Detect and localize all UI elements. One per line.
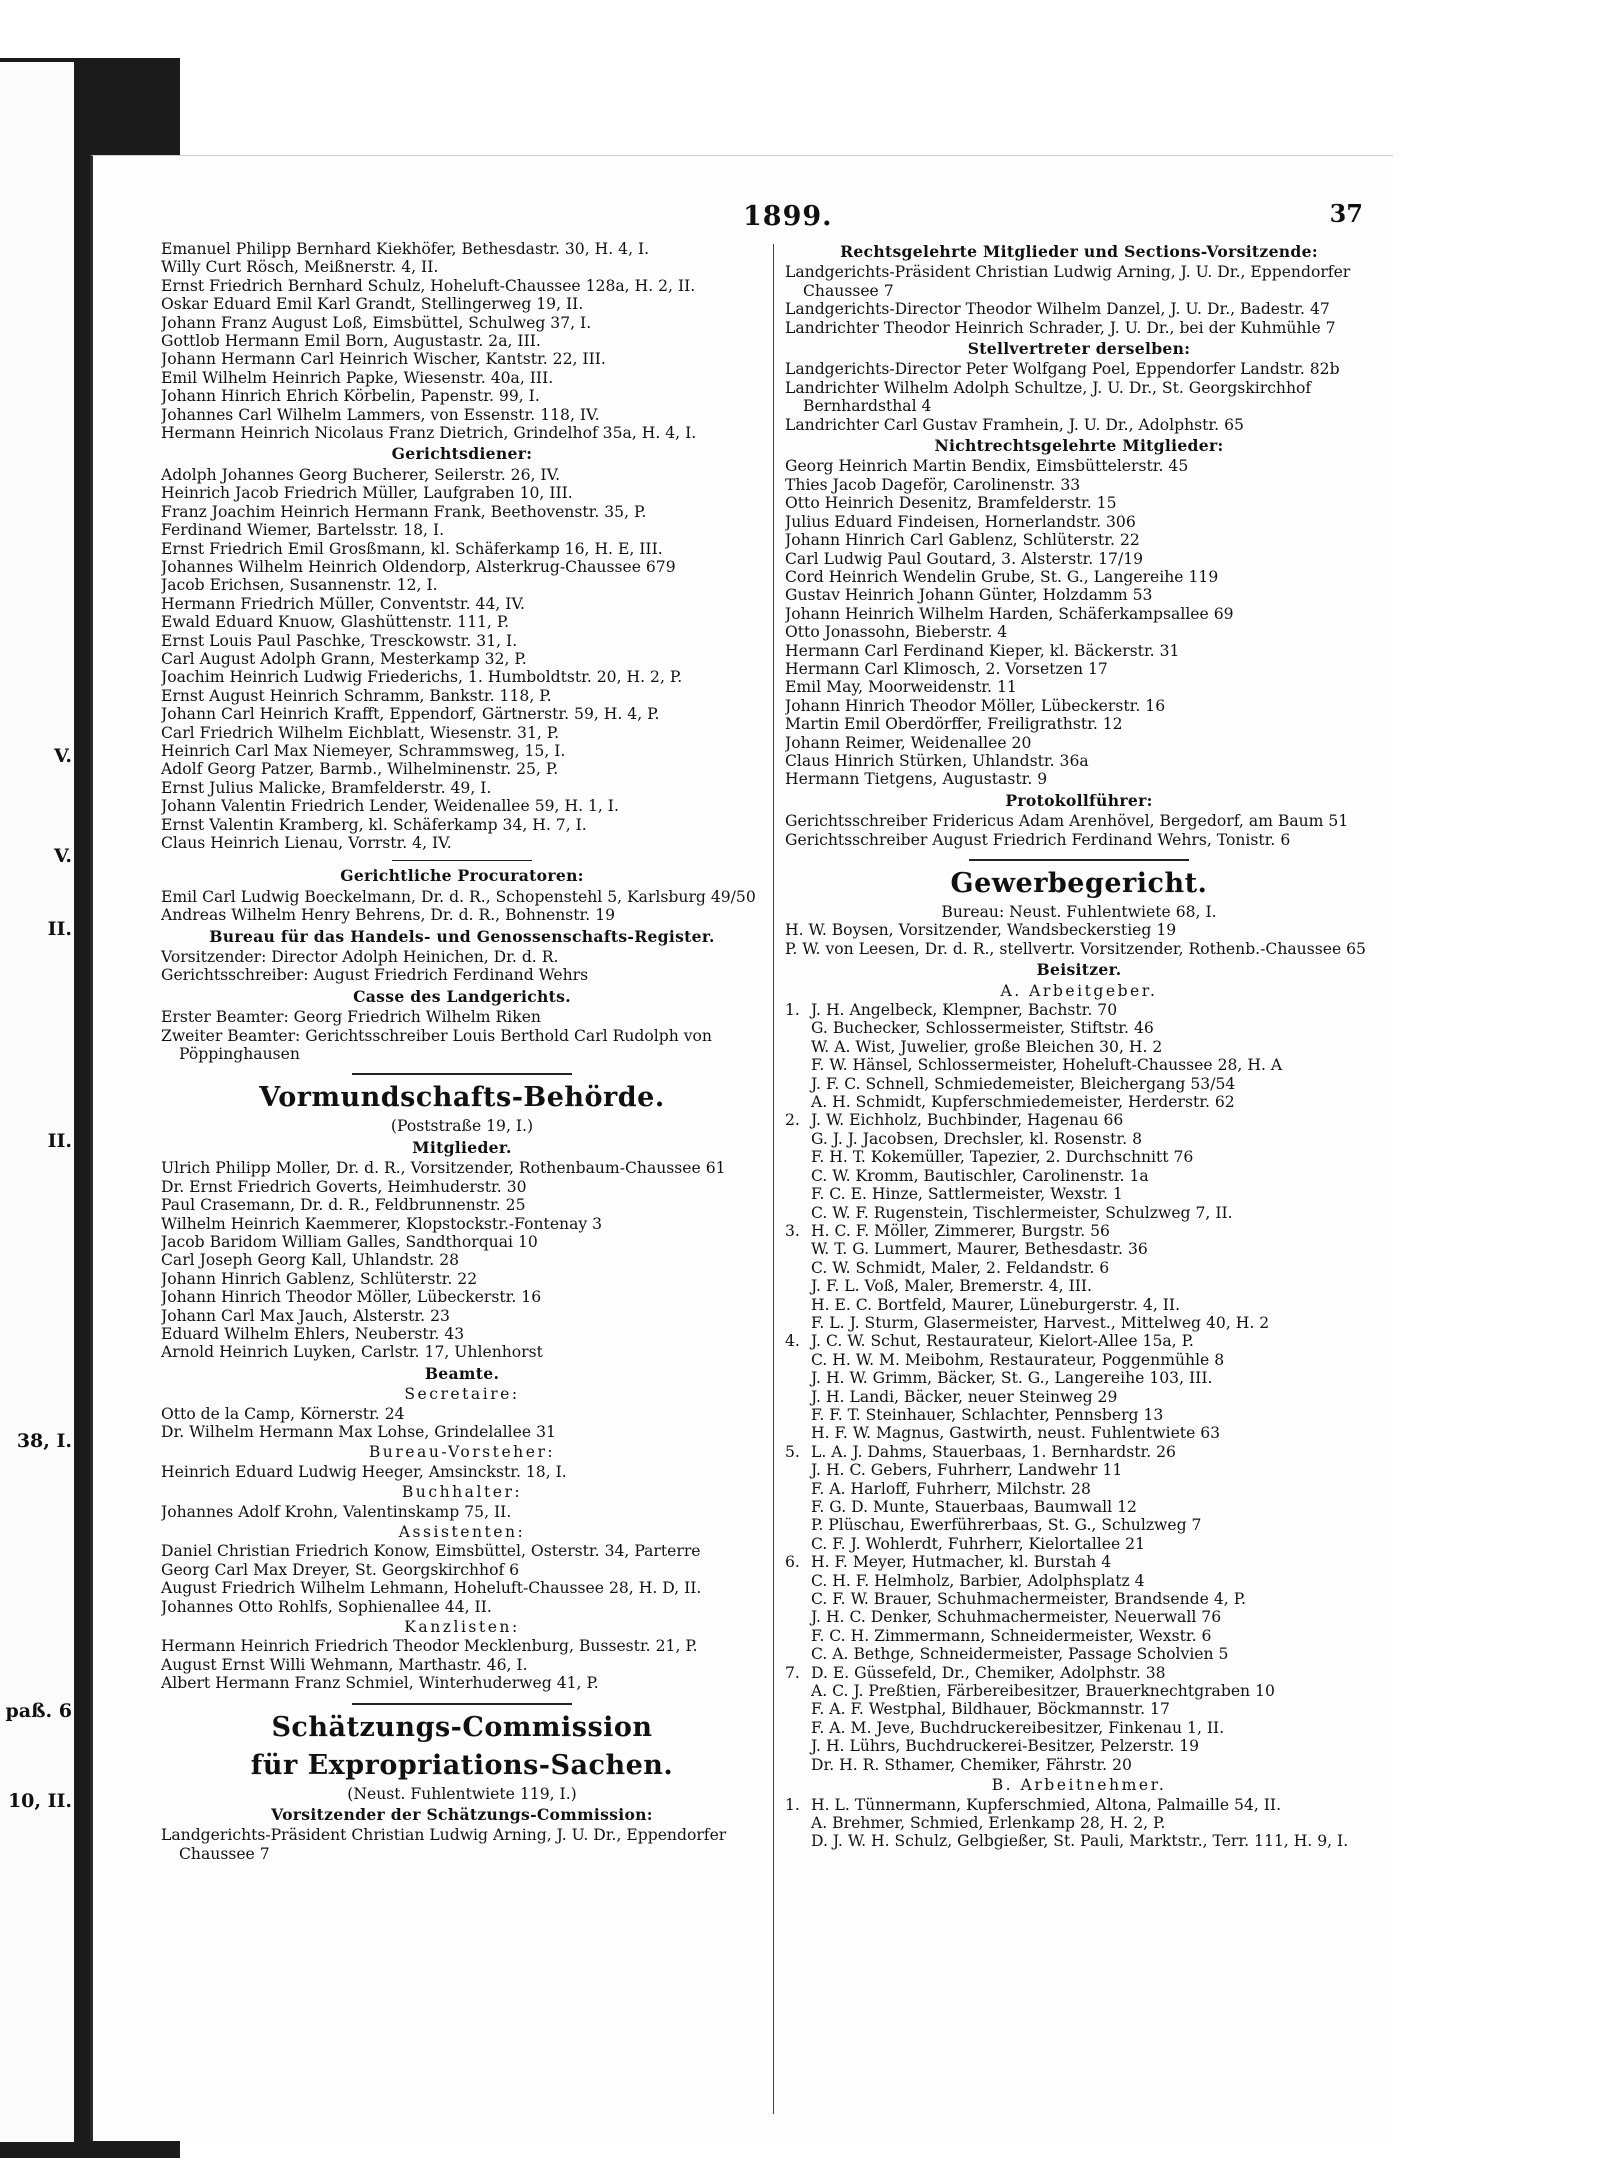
list-item: Jacob Baridom William Galles, Sandthorquai 10 <box>161 1232 538 1251</box>
list-item: Cord Heinrich Wendelin Grube, St. G., Langereihe 119 <box>785 567 1219 586</box>
list-item: Emil May, Moorweidenstr. 11 <box>785 678 1017 697</box>
entry-list <box>785 1796 1373 1851</box>
section-heading: Vormundschafts-Behörde. <box>259 1082 665 1114</box>
entry-text: H. E. C. Bortfeld, Maurer, Lüneburgerstr. 4, II. <box>811 1295 1181 1314</box>
entry-text: F. C. H. Zimmermann, Schneidermeister, Wexstr. 6 <box>811 1626 1212 1645</box>
section-title: Vorsitzender der Schätzungs-Commission: <box>271 1805 653 1825</box>
group-number: 3. <box>785 1221 800 1240</box>
list-item <box>785 1461 1373 1479</box>
list-item <box>785 1111 1373 1129</box>
list-item: Joachim Heinrich Ludwig Friederichs, 1. Humboldtstr. 20, H. 2, P. <box>161 668 683 687</box>
entry-text: Dr. H. R. Sthamer, Chemiker, Fährstr. 20 <box>811 1755 1132 1774</box>
list-item: Erster Beamter: Georg Friedrich Wilhelm Riken <box>161 1008 541 1027</box>
list-item <box>785 1756 1373 1774</box>
list-item: Emil Wilhelm Heinrich Papke, Wiesenstr. 40a, III. <box>161 368 554 387</box>
entry-list <box>161 466 763 853</box>
section-title: Rechtsgelehrte Mitglieder und Sections-Vorsitzende: <box>840 242 1318 261</box>
entry-list <box>785 263 1373 337</box>
rule <box>969 859 1189 861</box>
list-item: Johann Reimer, Weidenallee 20 <box>785 733 1032 752</box>
entry-text: G. J. J. Jacobsen, Drechsler, kl. Rosenstr. 8 <box>811 1129 1142 1148</box>
list-item <box>785 1167 1373 1185</box>
list-item <box>785 1093 1373 1111</box>
list-item: Dr. Ernst Friedrich Goverts, Heimhuderstr. 30 <box>161 1177 527 1196</box>
entry-list <box>161 1637 763 1692</box>
section-title: Gerichtliche Procuratoren: <box>340 866 584 886</box>
list-item <box>785 1406 1373 1424</box>
list-item <box>785 1424 1373 1442</box>
list-item: Landrichter Carl Gustav Framhein, J. U. Dr., Adolphstr. 65 <box>785 415 1244 434</box>
list-item <box>785 1553 1373 1571</box>
list-item: Martin Emil Oberdörffer, Freiligrathstr. 12 <box>785 715 1123 734</box>
entry-text: J. H. Angelbeck, Klempner, Bachstr. 70 <box>811 1001 1118 1020</box>
group-number: 5. <box>785 1442 800 1461</box>
list-item <box>785 1240 1373 1258</box>
list-item <box>785 1664 1373 1682</box>
section-title: Bureau für das Handels- und Genossenschafts-Register. <box>209 926 715 946</box>
entry-text: D. E. Güssefeld, Dr., Chemiker, Adolphstr. 38 <box>811 1663 1166 1682</box>
list-item <box>785 1700 1373 1718</box>
entry-text: G. Buchecker, Schlossermeister, Stiftstr. 46 <box>811 1019 1154 1038</box>
entry-text: F. G. D. Munte, Stauerbaas, Baumwall 12 <box>811 1498 1137 1516</box>
entry-list <box>161 1542 763 1616</box>
list-item: Thies Jacob Dageför, Carolinenstr. 33 <box>785 475 1081 494</box>
entry-list <box>785 457 1373 788</box>
list-item: Emil Carl Ludwig Boeckelmann, Dr. d. R., Schopenstehl 5, Karlsburg 49/50 <box>161 887 756 906</box>
entry-list <box>161 240 763 442</box>
list-item <box>785 1590 1373 1608</box>
entry-text: D. J. W. H. Schulz, Gelbgießer, St. Pauli, Marktstr., Terr. 111, H. 9, I. <box>811 1832 1349 1851</box>
rule <box>352 1073 572 1075</box>
list-item <box>785 1204 1373 1222</box>
list-item: Franz Joachim Heinrich Hermann Frank, Beethovenstr. 35, P. <box>161 502 647 521</box>
list-item: Hermann Carl Klimosch, 2. Vorsetzen 17 <box>785 659 1108 678</box>
section-title: Protokollführer: <box>1005 790 1153 810</box>
list-item <box>785 1535 1373 1553</box>
list-item: Arnold Heinrich Luyken, Carlstr. 17, Uhlenhorst <box>161 1343 543 1362</box>
list-item <box>785 1277 1373 1295</box>
list-item: Carl Friedrich Wilhelm Eichblatt, Wiesenstr. 31, P. <box>161 723 560 742</box>
list-item <box>785 1222 1373 1240</box>
margin-fragment: 10, II. <box>7 1790 72 1812</box>
entry-text: A. Brehmer, Schmied, Erlenkamp 28, H. 2, P. <box>811 1813 1166 1832</box>
list-item <box>785 1001 1373 1019</box>
entry-list <box>785 812 1373 849</box>
entry-text: P. Plüschau, Ewerführerbaas, St. G., Schulzweg 7 <box>811 1516 1202 1535</box>
list-item: Ernst Valentin Kramberg, kl. Schäferkamp 34, H. 7, I. <box>161 815 587 834</box>
list-item <box>785 1332 1373 1350</box>
entry-list <box>161 1503 763 1521</box>
list-item: Johannes Adolf Krohn, Valentinskamp 75, II. <box>161 1502 512 1521</box>
list-item <box>785 1259 1373 1277</box>
entry-text: A. C. J. Preßtien, Färbereibesitzer, Brauerknechtgraben 10 <box>811 1682 1275 1701</box>
entry-list <box>785 1001 1373 1774</box>
entry-list <box>785 921 1373 958</box>
group-number: 1. <box>785 1001 800 1020</box>
list-item: Landrichter Theodor Heinrich Schrader, J. U. Dr., bei der Kuhmühle 7 <box>785 318 1336 337</box>
list-item: Ewald Eduard Knuow, Glashüttenstr. 111, P. <box>161 613 510 632</box>
subsection-title: Buchhalter: <box>401 1483 523 1502</box>
section-heading: Schätzungs-Commission <box>271 1711 653 1743</box>
entry-text: C. F. J. Wohlerdt, Fuhrherr, Kielortallee 21 <box>811 1534 1146 1553</box>
list-item: Otto de la Camp, Körnerstr. 24 <box>161 1404 405 1423</box>
subsection-title: B. Arbeitnehmer. <box>991 1776 1167 1795</box>
list-item: Johannes Otto Rohlfs, Sophienallee 44, II. <box>161 1597 492 1616</box>
section-heading: Gewerbegericht. <box>950 868 1208 899</box>
adjacent-page-edge <box>0 62 74 2142</box>
entry-text: C. H. W. M. Meibohm, Restaurateur, Poggenmühle 8 <box>811 1350 1225 1369</box>
list-item: Dr. Wilhelm Hermann Max Lohse, Grindelallee 31 <box>161 1422 556 1441</box>
list-item: Georg Carl Max Dreyer, St. Georgskirchhof 6 <box>161 1560 520 1579</box>
entry-text: J. C. W. Schut, Restaurateur, Kielort-Allee 15a, P. <box>811 1332 1194 1351</box>
section-heading: für Expropriations-Sachen. <box>250 1749 674 1781</box>
subsection-title: Bureau-Vorsteher: <box>368 1443 556 1462</box>
list-item: Gottlob Hermann Emil Born, Augustastr. 2a, III. <box>161 332 541 351</box>
list-item: Landgerichts-Director Theodor Wilhelm Danzel, J. U. Dr., Badestr. 47 <box>785 300 1330 319</box>
list-item <box>785 1480 1373 1498</box>
subsection-title: Kanzlisten: <box>404 1618 520 1637</box>
list-item: Landgerichts-Präsident Christian Ludwig Arning, J. U. Dr., Eppendorfer Chaussee 7 <box>785 263 1351 300</box>
list-item: Heinrich Jacob Friedrich Müller, Laufgraben 10, III. <box>161 484 573 503</box>
entry-text: L. A. J. Dahms, Stauerbaas, 1. Bernhardstr. 26 <box>811 1442 1176 1461</box>
margin-fragment: II. <box>47 1130 72 1152</box>
section-address: (Neust. Fuhlentwiete 119, I.) <box>347 1784 577 1803</box>
list-item: Ulrich Philipp Moller, Dr. d. R., Vorsitzender, Rothenbaum-Chaussee 61 <box>161 1159 726 1178</box>
entry-list <box>161 1008 763 1063</box>
section-title: Beisitzer. <box>1036 960 1122 980</box>
margin-fragment: paß. 6 <box>5 1700 72 1722</box>
list-item <box>785 1796 1373 1814</box>
list-item: Carl Joseph Georg Kall, Uhlandstr. 28 <box>161 1251 460 1270</box>
page-header <box>93 201 1393 241</box>
entry-text: J. H. C. Denker, Schuhmachermeister, Neuerwall 76 <box>811 1608 1222 1627</box>
list-item <box>785 1314 1373 1332</box>
entry-text: C. W. Schmidt, Maler, 2. Feldandstr. 6 <box>811 1258 1110 1277</box>
entry-text: A. H. Schmidt, Kupferschmiedemeister, Herderstr. 62 <box>811 1093 1235 1112</box>
list-item <box>785 1682 1373 1700</box>
list-item <box>785 1056 1373 1074</box>
list-item: Carl Ludwig Paul Goutard, 3. Alsterstr. 17/19 <box>785 549 1144 568</box>
entry-text: F. F. T. Steinhauer, Schlachter, Pennsberg 13 <box>811 1405 1164 1424</box>
header-year: 1899. <box>743 201 833 232</box>
list-item: Hermann Friedrich Müller, Conventstr. 44, IV. <box>161 594 525 613</box>
list-item <box>785 1185 1373 1203</box>
list-item: Landgerichts-Präsident Christian Ludwig Arning, J. U. Dr., Eppendorfer Chaussee 7 <box>161 1826 727 1863</box>
group-number: 6. <box>785 1553 800 1572</box>
list-item: August Friedrich Wilhelm Lehmann, Hoheluft-Chaussee 28, H. D, II. <box>161 1579 702 1598</box>
list-item <box>785 1516 1373 1534</box>
entry-list <box>161 888 763 925</box>
list-item <box>785 1019 1373 1037</box>
entry-text: J. H. C. Gebers, Fuhrherr, Landwehr 11 <box>811 1461 1123 1480</box>
entry-text: F. A. F. Westphal, Bildhauer, Böckmannstr. 17 <box>811 1700 1170 1719</box>
list-item: Johann Hinrich Gablenz, Schlüterstr. 22 <box>161 1269 478 1288</box>
section-title: Nichtrechtsgelehrte Mitglieder: <box>934 436 1224 456</box>
list-item: Ernst Friedrich Emil Grosßmann, kl. Schäferkamp 16, H. E, III. <box>161 539 663 558</box>
list-item: Wilhelm Heinrich Kaemmerer, Klopstockstr.-Fontenay 3 <box>161 1214 603 1233</box>
column-divider <box>773 244 774 2114</box>
list-item: Johann Hinrich Theodor Möller, Lübeckerstr. 16 <box>785 696 1166 715</box>
list-item: Claus Hinrich Stürken, Uhlandstr. 36a <box>785 751 1089 770</box>
list-item: Gerichtsschreiber August Friedrich Ferdinand Wehrs, Tonistr. 6 <box>785 830 1291 849</box>
entry-text: C. W. F. Rugenstein, Tischlermeister, Schulzweg 7, II. <box>811 1203 1233 1222</box>
entry-list <box>161 1159 763 1361</box>
list-item: Johann Franz August Loß, Eimsbüttel, Schulweg 37, I. <box>161 313 592 332</box>
list-item <box>785 1148 1373 1166</box>
list-item <box>785 1498 1373 1516</box>
entry-text: J. W. Eichholz, Buchbinder, Hagenau 66 <box>811 1111 1124 1130</box>
list-item: Landrichter Wilhelm Adolph Schultze, J. U. Dr., St. Georgskirchhof Bernhardsthal 4 <box>785 378 1312 416</box>
section-title: Beamte. <box>424 1363 500 1383</box>
list-item <box>785 1719 1373 1737</box>
list-item <box>785 1627 1373 1645</box>
section-address: (Poststraße 19, I.) <box>390 1117 534 1136</box>
list-item: Gustav Heinrich Johann Günter, Holzdamm 53 <box>785 586 1153 605</box>
section-address: Bureau: Neust. Fuhlentwiete 68, I. <box>941 903 1217 921</box>
section-title: Gerichtsdiener: <box>391 444 533 464</box>
list-item <box>785 1645 1373 1663</box>
entry-text: F. C. E. Hinze, Sattlermeister, Wexstr. 1 <box>811 1185 1123 1204</box>
list-item: Vorsitzender: Director Adolph Heinichen, Dr. d. R. <box>161 948 559 967</box>
list-item <box>785 1388 1373 1406</box>
list-item: Daniel Christian Friedrich Konow, Eimsbüttel, Osterstr. 34, Parterre <box>161 1542 701 1561</box>
entry-text: F. A. M. Jeve, Buchdruckereibesitzer, Finkenau 1, II. <box>811 1718 1225 1737</box>
list-item <box>785 1075 1373 1093</box>
list-item <box>785 1369 1373 1387</box>
list-item: Johann Carl Heinrich Krafft, Eppendorf, Gärtnerstr. 59, H. 4, P. <box>161 705 660 724</box>
list-item: Oskar Eduard Emil Karl Grandt, Stellingerweg 19, II. <box>161 295 584 314</box>
entry-text: H. C. F. Möller, Zimmerer, Burgstr. 56 <box>811 1221 1110 1240</box>
list-item: Andreas Wilhelm Henry Behrens, Dr. d. R., Bohnenstr. 19 <box>161 906 616 925</box>
list-item: Johann Hermann Carl Heinrich Wischer, Kantstr. 22, III. <box>161 350 606 369</box>
list-item: Ernst Friedrich Bernhard Schulz, Hoheluft-Chaussee 128a, H. 2, II. <box>161 276 696 295</box>
list-item: Johann Hinrich Theodor Möller, Lübeckerstr. 16 <box>161 1288 542 1307</box>
entry-text: H. L. Tünnermann, Kupferschmied, Altona, Palmaille 54, II. <box>811 1795 1282 1814</box>
margin-fragment: V. <box>53 845 72 867</box>
rule <box>352 1703 572 1705</box>
group-number: 4. <box>785 1332 800 1351</box>
subsection-title: Assistenten: <box>398 1523 526 1541</box>
list-item <box>785 1832 1373 1850</box>
entry-text: J. H. W. Grimm, Bäcker, St. G., Langereihe 103, III. <box>811 1369 1213 1388</box>
subsection-title: Secretaire: <box>404 1385 520 1404</box>
list-item <box>785 1737 1373 1755</box>
entry-list <box>785 360 1373 434</box>
list-item: Willy Curt Rösch, Meißnerstr. 4, II. <box>161 258 439 277</box>
document-page <box>90 155 1393 2141</box>
entry-text: W. A. Wist, Juwelier, große Bleichen 30, H. 2 <box>811 1037 1163 1056</box>
rule <box>392 860 532 861</box>
entry-text: H. F. W. Magnus, Gastwirth, neust. Fuhlentwiete 63 <box>811 1424 1221 1443</box>
entry-text: C. F. W. Brauer, Schuhmachermeister, Brandsende 4, P. <box>811 1590 1246 1609</box>
subsection-title: A. Arbeitgeber. <box>1000 981 1158 1000</box>
list-item: Hermann Carl Ferdinand Kieper, kl. Bäckerstr. 31 <box>785 641 1180 660</box>
list-item <box>785 1814 1373 1832</box>
list-item: Georg Heinrich Martin Bendix, Eimsbüttelerstr. 45 <box>785 457 1189 476</box>
entry-text: C. W. Kromm, Bautischler, Carolinenstr. 1a <box>811 1166 1149 1185</box>
entry-list <box>161 948 763 985</box>
entry-text: C. A. Bethge, Schneidermeister, Passage Scholvien 5 <box>811 1645 1229 1664</box>
margin-fragment: 38, I. <box>16 1430 72 1452</box>
list-item: Johannes Wilhelm Heinrich Oldendorp, Alsterkrug-Chaussee 679 <box>161 557 676 576</box>
margin-fragment: V. <box>53 745 72 767</box>
section-title: Mitglieder. <box>412 1137 512 1157</box>
list-item: H. W. Boysen, Vorsitzender, Wandsbeckerstieg 19 <box>785 921 1177 940</box>
list-item: Landgerichts-Director Peter Wolfgang Poel, Eppendorfer Landstr. 82b <box>785 360 1340 379</box>
entry-text: F. W. Hänsel, Schlossermeister, Hoheluft-Chaussee 28, H. A <box>811 1056 1283 1075</box>
list-item: Julius Eduard Findeisen, Hornerlandstr. 306 <box>785 512 1136 531</box>
entry-text: J. H. Landi, Bäcker, neuer Steinweg 29 <box>811 1387 1118 1406</box>
list-item: Johann Hinrich Carl Gablenz, Schlüterstr. 22 <box>785 531 1140 550</box>
entry-text: F. L. J. Sturm, Glasermeister, Harvest., Mittelweg 40, H. 2 <box>811 1313 1270 1332</box>
list-item <box>785 1351 1373 1369</box>
list-item: Gerichtsschreiber: August Friedrich Ferdinand Wehrs <box>161 966 589 985</box>
right-column <box>785 240 1373 1851</box>
entry-text: F. H. T. Kokemüller, Tapezier, 2. Durchschnitt 76 <box>811 1148 1194 1167</box>
entry-text: H. F. Meyer, Hutmacher, kl. Burstah 4 <box>811 1553 1112 1572</box>
entry-text: J. H. Lührs, Buchdruckerei-Besitzer, Pelzerstr. 19 <box>811 1737 1200 1756</box>
group-number: 1. <box>785 1795 800 1814</box>
group-number: 2. <box>785 1111 800 1130</box>
list-item: Heinrich Carl Max Niemeyer, Schrammsweg, 15, I. <box>161 741 566 760</box>
list-item: Otto Heinrich Desenitz, Bramfelderstr. 15 <box>785 494 1117 513</box>
list-item: Otto Jonassohn, Bieberstr. 4 <box>785 623 1008 642</box>
section-title: Stellvertreter derselben: <box>967 339 1191 359</box>
list-item: Adolph Johannes Georg Bucherer, Seilerstr. 26, IV. <box>161 465 561 484</box>
group-number: 7. <box>785 1663 800 1682</box>
list-item: Eduard Wilhelm Ehlers, Neuberstr. 43 <box>161 1324 465 1343</box>
list-item: Ernst August Heinrich Schramm, Bankstr. 118, P. <box>161 686 552 705</box>
entry-text: J. F. L. Voß, Maler, Bremerstr. 4, III. <box>811 1277 1093 1296</box>
list-item: Johann Hinrich Ehrich Körbelin, Papenstr. 99, I. <box>161 387 540 406</box>
list-item: Paul Crasemann, Dr. d. R., Feldbrunnenstr. 25 <box>161 1196 526 1215</box>
list-item: Jacob Erichsen, Susannenstr. 12, I. <box>161 576 438 595</box>
list-item: Claus Heinrich Lienau, Vorrstr. 4, IV. <box>161 834 452 852</box>
list-item: Ernst Louis Paul Paschke, Tresckowstr. 31, I. <box>161 631 518 650</box>
list-item: Hermann Heinrich Nicolaus Franz Dietrich, Grindelhof 35a, H. 4, I. <box>161 424 697 443</box>
list-item <box>785 1443 1373 1461</box>
list-item: Adolf Georg Patzer, Barmb., Wilhelminenstr. 25, P. <box>161 760 559 779</box>
entry-list <box>161 1405 763 1442</box>
list-item: Johann Heinrich Wilhelm Harden, Schäferkampsallee 69 <box>785 604 1234 623</box>
left-column <box>161 240 763 1863</box>
entry-text: C. H. F. Helmholz, Barbier, Adolphsplatz 4 <box>811 1571 1145 1590</box>
list-item: Carl August Adolph Grann, Mesterkamp 32, P. <box>161 649 527 668</box>
list-item <box>785 1572 1373 1590</box>
entry-text: F. A. Harloff, Fuhrherr, Milchstr. 28 <box>811 1479 1091 1498</box>
list-item <box>785 1296 1373 1314</box>
list-item: August Ernst Willi Wehmann, Marthastr. 46, I. <box>161 1655 528 1674</box>
list-item: Johann Carl Max Jauch, Alsterstr. 23 <box>161 1306 450 1325</box>
list-item: Ernst Julius Malicke, Bramfelderstr. 49, I. <box>161 778 492 797</box>
list-item <box>785 1608 1373 1626</box>
list-item: Hermann Heinrich Friedrich Theodor Mecklenburg, Bussestr. 21, P. <box>161 1637 698 1656</box>
list-item: P. W. von Leesen, Dr. d. R., stellvertr. Vorsitzender, Rothenb.-Chaussee 65 <box>785 939 1366 958</box>
entry-text: J. F. C. Schnell, Schmiedemeister, Bleichergang 53/54 <box>811 1074 1236 1093</box>
page-number: 37 <box>1329 199 1363 228</box>
entry-list <box>161 1463 763 1481</box>
section-title: Casse des Landgerichts. <box>353 986 571 1006</box>
list-item: Heinrich Eduard Ludwig Heeger, Amsinckstr. 18, I. <box>161 1462 567 1481</box>
list-item: Emanuel Philipp Bernhard Kiekhöfer, Bethesdastr. 30, H. 4, I. <box>161 240 650 258</box>
list-item: Gerichtsschreiber Fridericus Adam Arenhövel, Bergedorf, am Baum 51 <box>785 812 1349 831</box>
entry-text: W. T. G. Lummert, Maurer, Bethesdastr. 36 <box>811 1240 1148 1259</box>
margin-fragment: II. <box>47 918 72 940</box>
list-item: Johannes Carl Wilhelm Lammers, von Essenstr. 118, IV. <box>161 405 600 424</box>
list-item: Zweiter Beamter: Gerichtsschreiber Louis Berthold Carl Rudolph von Pöppinghausen <box>161 1026 712 1064</box>
list-item: Hermann Tietgens, Augustastr. 9 <box>785 770 1048 789</box>
list-item: Albert Hermann Franz Schmiel, Winterhuderweg 41, P. <box>161 1674 599 1693</box>
list-item: Johann Valentin Friedrich Lender, Weidenallee 59, H. 1, I. <box>161 797 619 816</box>
list-item: Ferdinand Wiemer, Bartelsstr. 18, I. <box>161 521 445 540</box>
list-item <box>785 1130 1373 1148</box>
list-item <box>785 1038 1373 1056</box>
